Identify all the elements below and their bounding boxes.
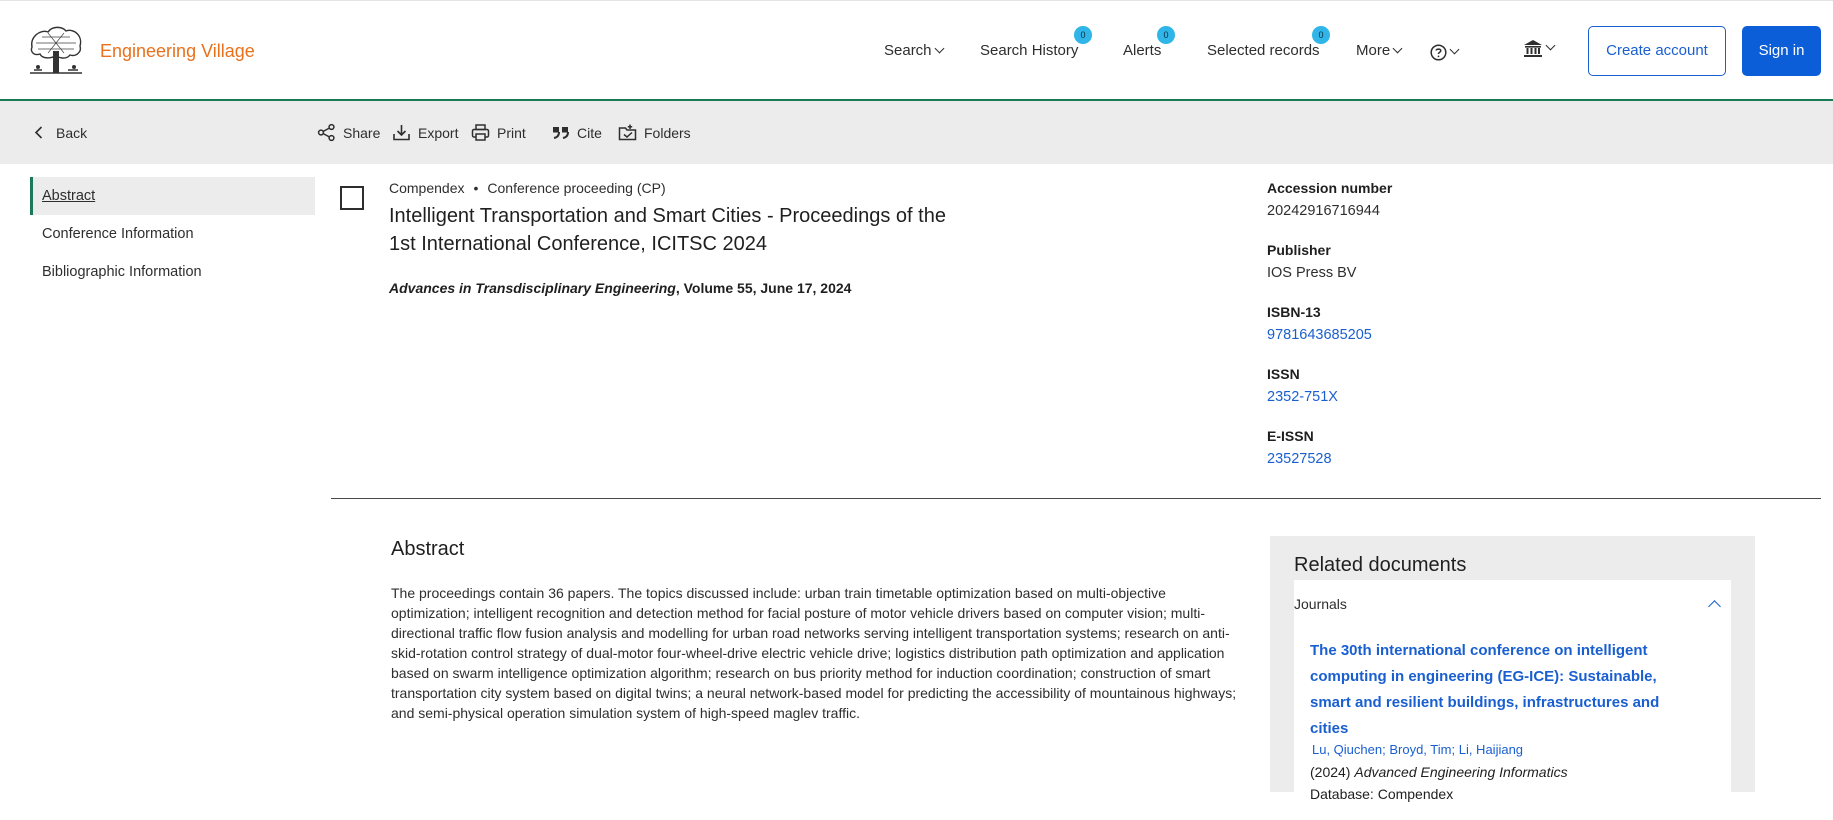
journals-section-label: Journals [1294,596,1347,612]
nav-more-label: More [1356,42,1391,59]
chevron-down-icon [1546,41,1556,51]
quote-icon [551,123,570,142]
help-menu[interactable] [1430,43,1458,61]
related-document-journal: Advanced Engineering Informatics [1354,764,1568,780]
nav-selected-records-label: Selected records [1207,42,1320,59]
record-source [389,280,851,296]
share-icon [317,123,336,142]
author-link[interactable]: Broyd, Tim; [1389,742,1456,757]
share-button[interactable] [317,123,380,142]
nav-alerts[interactable] [1123,42,1161,59]
institution-menu[interactable] [1523,39,1554,58]
accession-number-value: 20242916716944 [1267,203,1380,219]
separator-dot: • [473,180,479,196]
nav-search[interactable] [884,42,943,59]
issn-link[interactable]: 2352-751X [1267,389,1338,405]
folder-add-icon [618,123,637,142]
sign-in-button[interactable]: Sign in [1742,26,1821,76]
related-document-publication [1310,764,1568,780]
sidenav-item-conference-information[interactable]: Conference Information [42,226,194,242]
chevron-down-icon [1393,44,1403,54]
publisher-value: IOS Press BV [1267,265,1357,281]
nav-more[interactable] [1356,42,1401,59]
publisher-label: Publisher [1267,242,1331,258]
print-button[interactable] [471,123,526,142]
source-title: Advances in Transdisciplinary Engineering [389,280,676,296]
related-document-year: (2024) [1310,764,1351,780]
document-type: Conference proceeding (CP) [487,180,666,196]
related-document-title-link[interactable]: The 30th international conference on intelligent computing in engineering (EG-ICE): Sustainable, smart and resilient buildings, infrastructures and cities [1310,642,1660,737]
sidenav-item-abstract[interactable]: Abstract [30,177,315,215]
search-history-count-badge: 0 [1074,26,1092,44]
record-toolbar [0,101,1833,164]
accession-number-label: Accession number [1267,180,1393,196]
top-header [0,0,1833,101]
export-button[interactable] [392,123,458,142]
elsevier-tree-logo-icon[interactable] [28,25,84,77]
back-label: Back [56,124,88,141]
back-button[interactable] [30,123,87,142]
related-document-database: Database: Compendex [1310,786,1454,802]
brand-name[interactable]: Engineering Village [100,41,255,61]
database-name: Compendex [389,180,465,196]
eissn-link[interactable]: 23527528 [1267,451,1332,467]
institution-icon [1523,39,1543,58]
record-title: Intelligent Transportation and Smart Cities - Proceedings of the 1st International Conference, ICITSC 2024 [389,205,946,255]
related-document-authors [1312,742,1523,757]
cite-button[interactable] [551,123,602,142]
share-label: Share [343,124,381,141]
abstract-heading: Abstract [391,538,465,560]
record-facts [1267,180,1567,490]
cite-label: Cite [577,124,602,141]
help-icon [1430,44,1447,61]
print-label: Print [497,124,526,141]
nav-search-history-label: Search History [980,42,1079,59]
nav-alerts-label: Alerts [1123,42,1162,59]
abstract-text: The proceedings contain 36 papers. The topics discussed include: urban train timetable optimization based on multi-objective optimization; intelligent recognition and detection method for facial posture of motor vehicle drivers based on computer vision; multi-directional traffic flow fusion analysis and modelling for urban road networks serving intelligent transportation systems; research on anti-skid-rotation control strategy of dual-motor four-wheel-drive electric vehicle drive; logistics distribution path optimization and application based on swarm intelligence optimization algorithm; research on bus priority method for induction coordination; construction of smart transportation city system based on digital twins; a neural network-based model for predicting the accessibility of mountainous highways; and semi-physical operation simulation system of high-speed maglev traffic. [391,585,1237,721]
chevron-down-icon [1450,45,1460,55]
alerts-count-badge: 0 [1157,26,1175,44]
chevron-up-icon[interactable] [1708,600,1721,613]
chevron-down-icon [934,44,944,54]
export-label: Export [418,124,459,141]
isbn-label: ISBN-13 [1267,304,1321,320]
related-documents-panel [1270,536,1755,802]
select-record-checkbox[interactable] [340,186,364,210]
folders-label: Folders [644,124,691,141]
related-journals-section [1294,580,1731,820]
source-detail: , Volume 55, June 17, 2024 [675,280,852,296]
folders-button[interactable] [618,123,691,142]
section-divider [331,498,1821,499]
author-link[interactable]: Li, Haijiang [1458,742,1524,757]
download-icon [392,123,411,142]
author-link[interactable]: Lu, Qiuchen; [1312,742,1386,757]
nav-search-history[interactable] [980,42,1078,59]
nav-selected-records[interactable] [1207,42,1320,59]
eissn-label: E-ISSN [1267,428,1314,444]
sidenav-item-bibliographic-information[interactable]: Bibliographic Information [42,264,202,280]
chevron-left-icon [30,123,49,142]
selected-records-count-badge: 0 [1312,26,1330,44]
nav-search-label: Search [884,42,932,59]
isbn-link[interactable]: 9781643685205 [1267,327,1372,343]
section-sidenav [30,177,315,291]
issn-label: ISSN [1267,366,1300,382]
printer-icon [471,123,490,142]
related-documents-heading: Related documents [1294,554,1467,576]
record-meta [389,180,666,196]
create-account-button[interactable]: Create account [1588,26,1726,76]
